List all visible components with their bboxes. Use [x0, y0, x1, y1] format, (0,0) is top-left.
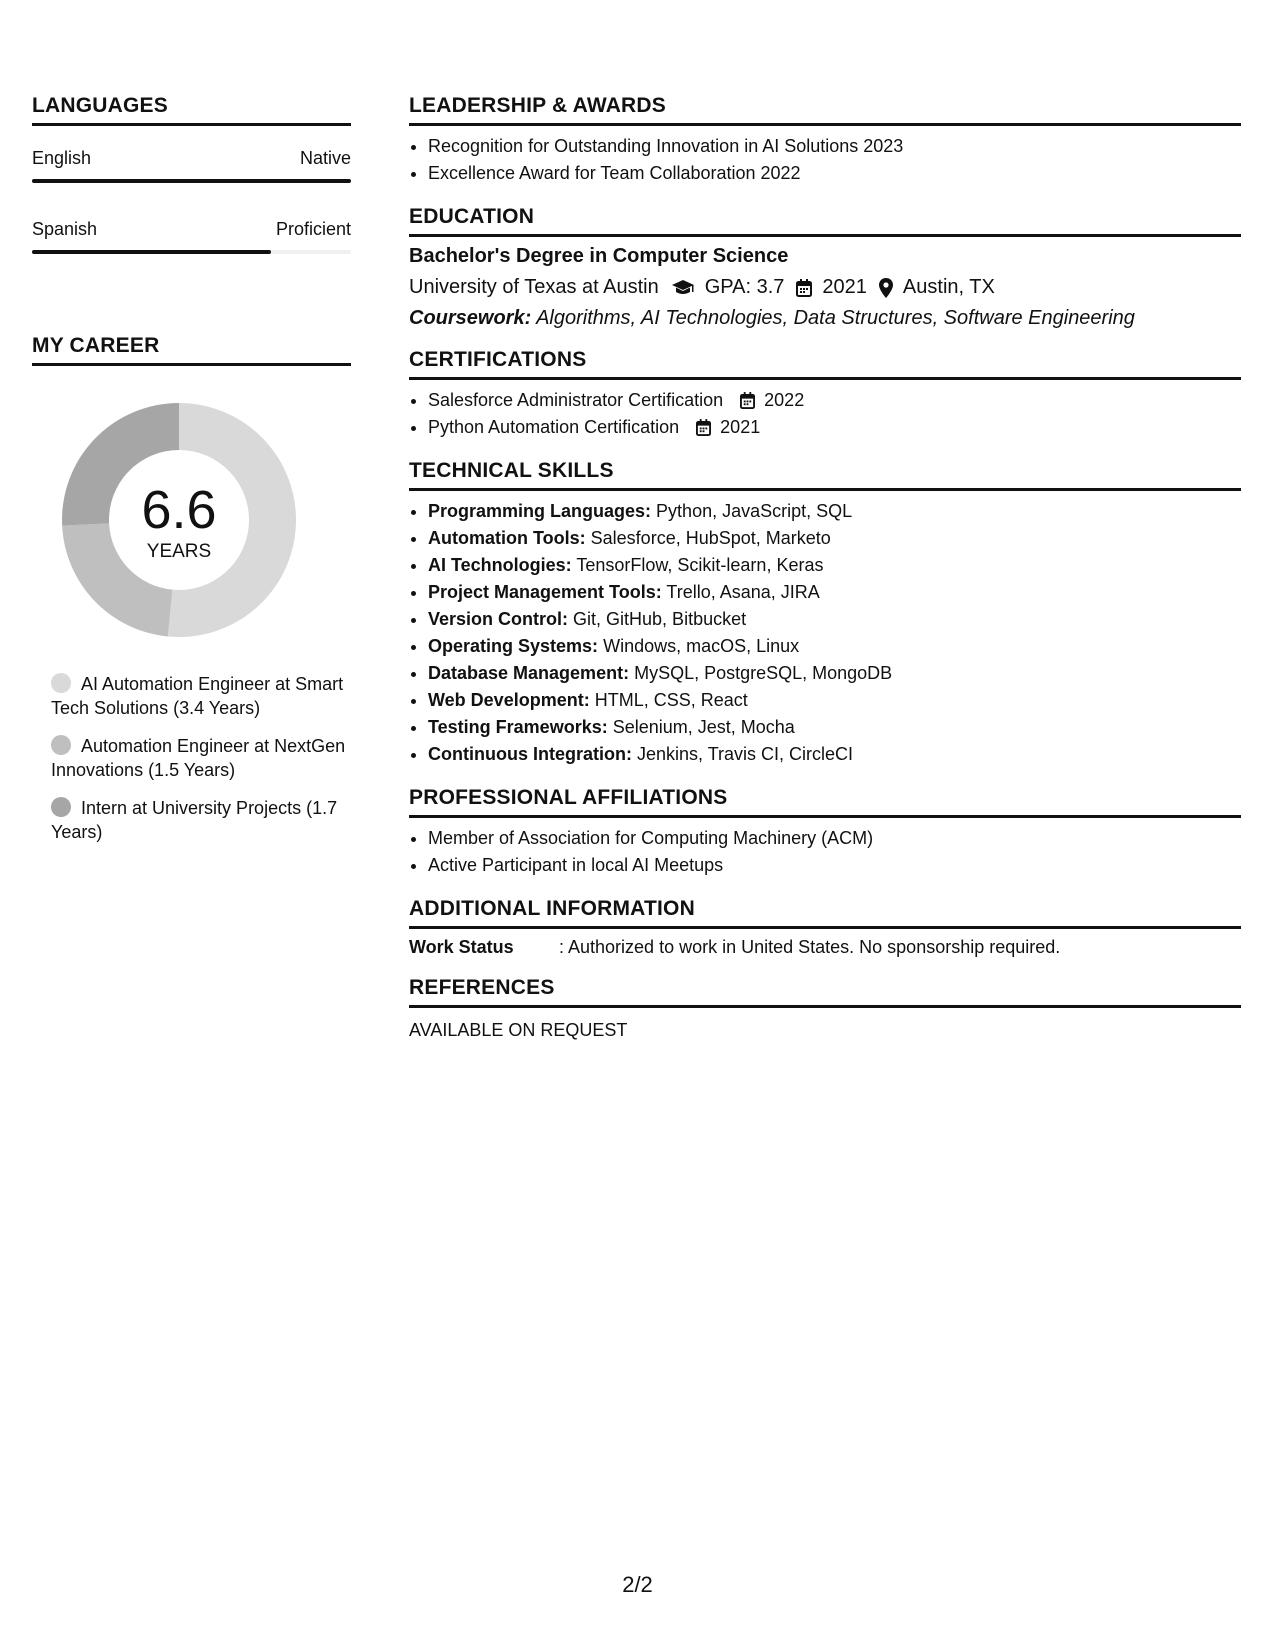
- skill-label: Continuous Integration:: [428, 744, 632, 764]
- skill-label: Programming Languages:: [428, 501, 652, 521]
- coursework-value: Algorithms, AI Technologies, Data Structures, Software Engineering: [536, 307, 1135, 329]
- references-title: REFERENCES: [409, 976, 555, 999]
- certification-name: Salesforce Administrator Certification: [428, 390, 724, 410]
- skills-section: [409, 459, 1241, 768]
- skill-label: Automation Tools:: [428, 528, 586, 548]
- section-divider: [409, 926, 1241, 929]
- language-name: English: [32, 148, 92, 168]
- language-proficiency-bar: [32, 179, 351, 183]
- additional-section: [409, 897, 1241, 958]
- page-number: 2/2: [622, 1572, 653, 1597]
- list-item: • Active Participant in local AI Meetups: [428, 852, 1241, 879]
- skill-item: [428, 633, 1241, 660]
- affiliations-section: [409, 786, 1241, 879]
- skill-item: [428, 714, 1241, 741]
- list-item: • Member of Association for Computing Machinery (ACM): [428, 825, 1241, 852]
- legend-item: [51, 796, 351, 844]
- graduation-year: 2021: [822, 276, 867, 298]
- right-column: [409, 94, 1241, 1041]
- list-item: • Recognition for Outstanding Innovation in AI Solutions 2023: [428, 133, 1241, 160]
- certifications-title: CERTIFICATIONS: [409, 348, 587, 371]
- language-name: Spanish: [32, 219, 98, 239]
- calendar-icon: [740, 392, 755, 409]
- section-divider: [409, 815, 1241, 818]
- skill-value: Jenkins, Travis CI, CircleCI: [636, 744, 854, 764]
- gpa: GPA: 3.7: [704, 276, 785, 298]
- career-section: [32, 334, 351, 844]
- education-details: [409, 276, 1241, 299]
- list-item: • Excellence Award for Team Collaboration 2022: [428, 160, 1241, 187]
- skill-value: TensorFlow, Scikit-learn, Keras: [576, 555, 824, 575]
- legend-label: Automation Engineer at NextGen Innovations (1.5 Years): [51, 736, 346, 780]
- language-proficiency-bar: [32, 250, 351, 254]
- language-level: Proficient: [275, 219, 351, 239]
- leadership-section: [409, 94, 1241, 187]
- skills-title: TECHNICAL SKILLS: [409, 459, 614, 482]
- legend-item: [51, 672, 351, 720]
- language-proficiency-fill: [32, 179, 351, 183]
- skill-value: Selenium, Jest, Mocha: [612, 717, 795, 737]
- skill-value: Git, GitHub, Bitbucket: [573, 609, 747, 629]
- language-row: [32, 219, 351, 240]
- certification-year: 2021: [720, 417, 761, 437]
- work-status-label: Work Status: [409, 937, 514, 957]
- education-section: [409, 205, 1241, 330]
- career-legend: [51, 672, 351, 844]
- legend-swatch: [51, 797, 71, 817]
- additional-title: ADDITIONAL INFORMATION: [409, 897, 695, 920]
- school-name: University of Texas at Austin: [409, 276, 659, 298]
- left-column: [32, 94, 351, 858]
- calendar-icon: [796, 279, 812, 297]
- calendar-icon: [696, 419, 711, 436]
- legend-label: AI Automation Engineer at Smart Tech Solutions (3.4 Years): [51, 674, 344, 718]
- skill-value: Python, JavaScript, SQL: [656, 501, 853, 521]
- skill-item: [428, 687, 1241, 714]
- certifications-list: [409, 387, 1241, 441]
- skill-label: Operating Systems:: [428, 636, 599, 656]
- legend-item: [51, 734, 351, 782]
- degree-title: Bachelor's Degree in Computer Science: [409, 245, 789, 267]
- work-status-row: [409, 937, 1241, 958]
- skill-item: [428, 498, 1241, 525]
- skill-value: Trello, Asana, JIRA: [666, 582, 820, 602]
- skill-label: Testing Frameworks:: [428, 717, 608, 737]
- skill-item: [428, 525, 1241, 552]
- language-level: Native: [299, 148, 351, 168]
- leadership-list: [409, 133, 1241, 187]
- skill-label: AI Technologies:: [428, 555, 572, 575]
- skill-value: HTML, CSS, React: [594, 690, 748, 710]
- section-divider: [32, 363, 351, 366]
- section-divider: [409, 1005, 1241, 1008]
- affiliations-title: PROFESSIONAL AFFILIATIONS: [409, 786, 728, 809]
- references-section: [409, 976, 1241, 1041]
- skill-value: Windows, macOS, Linux: [603, 636, 800, 656]
- skill-label: Database Management:: [428, 663, 630, 683]
- leadership-title: LEADERSHIP & AWARDS: [409, 94, 666, 117]
- skill-value: MySQL, PostgreSQL, MongoDB: [634, 663, 893, 683]
- section-divider: [32, 123, 351, 126]
- skill-label: Web Development:: [428, 690, 590, 710]
- certification-name: Python Automation Certification: [428, 417, 680, 437]
- affiliations-list: [409, 825, 1241, 879]
- career-total-years: 6.6: [141, 480, 217, 540]
- references-text: AVAILABLE ON REQUEST: [409, 1020, 628, 1040]
- list-item: [428, 387, 1241, 414]
- legend-label: Intern at University Projects (1.7 Years): [51, 798, 338, 842]
- career-years-unit: YEARS: [146, 541, 212, 562]
- career-donut-chart: [57, 398, 301, 642]
- skill-item: [428, 741, 1241, 768]
- skill-item: [428, 660, 1241, 687]
- skill-label: Version Control:: [428, 609, 569, 629]
- skill-item: [428, 606, 1241, 633]
- list-item: [428, 414, 1241, 441]
- certification-year: 2022: [764, 390, 805, 410]
- skill-label: Project Management Tools:: [428, 582, 662, 602]
- section-divider: [409, 488, 1241, 491]
- section-divider: [409, 234, 1241, 237]
- skill-value: Salesforce, HubSpot, Marketo: [590, 528, 831, 548]
- legend-swatch: [51, 673, 71, 693]
- legend-swatch: [51, 735, 71, 755]
- donut-center: [57, 398, 301, 642]
- coursework: [409, 307, 1241, 330]
- career-title: MY CAREER: [32, 334, 160, 357]
- languages-section: [32, 94, 351, 254]
- certifications-section: [409, 348, 1241, 441]
- language-proficiency-fill: [32, 250, 271, 254]
- graduation-cap-icon: [671, 279, 695, 297]
- map-pin-icon: [879, 278, 893, 298]
- section-divider: [409, 123, 1241, 126]
- skill-item: [428, 579, 1241, 606]
- school-location: Austin, TX: [902, 276, 995, 298]
- skill-item: [428, 552, 1241, 579]
- languages-title: LANGUAGES: [32, 94, 168, 117]
- skills-list: [409, 498, 1241, 768]
- section-divider: [409, 377, 1241, 380]
- language-row: [32, 148, 351, 169]
- languages-list: [32, 148, 351, 254]
- work-status-value: : Authorized to work in United States. No sponsorship required.: [559, 937, 1061, 957]
- coursework-label: Coursework:: [409, 307, 532, 329]
- education-title: EDUCATION: [409, 205, 535, 228]
